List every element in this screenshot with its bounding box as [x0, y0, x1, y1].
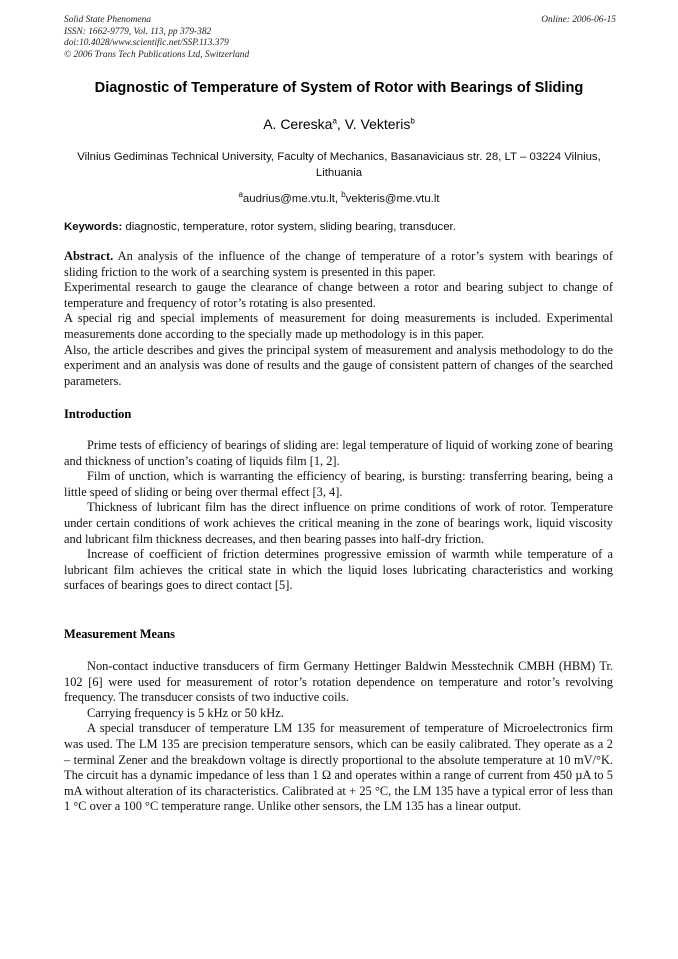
body-paragraph: Prime tests of efficiency of bearings of sliding are: legal temperature of liquid of working zone of bearing and thickness of unction’s coating of liquids film [1, 2].	[64, 438, 613, 468]
keywords-text: diagnostic, temperature, rotor system, sliding bearing, transducer.	[122, 221, 456, 233]
online-date: Online: 2006-06-15	[541, 15, 616, 25]
author-1: A. Cereska	[263, 116, 333, 132]
abstract-paragraph	[64, 249, 613, 280]
keywords	[64, 221, 616, 233]
journal-name: Solid State Phenomena	[64, 15, 151, 25]
keywords-label: Keywords:	[64, 221, 123, 233]
body-paragraph: Non-contact inductive transducers of firm Germany Hettinger Baldwin Messtechnik CMBH (HBM) Tr. 102 [6] were used for measurement of rotor’s rotation dependence on temperature and rotor’s revolving frequency. The transducer consists of two inductive coils.	[64, 659, 613, 705]
section-heading-introduction: Introduction	[64, 407, 132, 421]
body-paragraph: Increase of coefficient of friction determines progressive emission of warmth while temperature of a lubricant film achieves the critical state in which the liquid loses lubricating characteristics and working surfaces of bearings goes to direct contact [5].	[64, 547, 613, 593]
abstract-label: Abstract.	[64, 249, 114, 263]
email-a-link[interactable]: audrius@me.vtu.lt,	[242, 193, 342, 205]
email-a-mark: a	[238, 190, 243, 200]
email-line	[40, 190, 638, 205]
author-1-mark: a	[332, 116, 337, 126]
section-heading-measurement: Measurement Means	[64, 627, 175, 641]
author-2: V. Vekteris	[344, 116, 411, 132]
author-2-mark: b	[410, 116, 415, 126]
introduction-section	[64, 438, 613, 594]
affiliation: Vilnius Gediminas Technical University, Faculty of Mechanics, Basanaviciaus str. 28, LT – 03224 Vilnius, Lithuania	[77, 151, 601, 179]
issn-line: ISSN: 1662-9779, Vol. 113, pp 379-382	[64, 26, 212, 37]
body-paragraph: Thickness of lubricant film has the direct influence on prime conditions of work of rotor. Temperature under certain conditions of work achieves the critical meaning in the zone of bearings work, liquid viscosity and lubricant film thickness decreases, and then bearing passes into half-dry friction.	[64, 500, 613, 546]
body-paragraph: Film of unction, which is warranting the efficiency of bearing, is bursting: transferring bearing, being a little speed of sliding or being over thermal effect [3, 4].	[64, 469, 613, 499]
body-paragraph: A special transducer of temperature LM 135 for measurement of temperature of Microelectronics firm was used. The LM 135 are precision temperature sensors, which can be easily calibrated. They operate as a 2 – terminal Zener and the breakdown voltage is directly proportional to the absolute temperature at 10 mV/°K. The circuit has a dynamic impedance of less than 1 Ω and operates within a range of current from 450 µA to 5 mA without alteration of its characteristics. Calibrated at + 25 °C, the LM 135 have a typical error of less than 1 °C over a 100 °C temperature range. Unlike other sensors, the LM 135 has a linear output.	[64, 721, 613, 814]
author-line	[40, 116, 638, 132]
measurement-section	[64, 659, 613, 815]
doi-line: doi:10.4028/www.scientific.net/SSP.113.379	[64, 38, 229, 48]
journal-header	[64, 15, 616, 61]
email-b-link[interactable]: vekteris@me.vtu.lt	[345, 193, 440, 205]
abstract-paragraph: Experimental research to gauge the clearance of change between a rotor and bearing subject to change of temperature and frequency of rotor’s rotating is also presented.	[64, 280, 613, 310]
author-separator: ,	[336, 116, 345, 132]
body-paragraph: Carrying frequency is 5 kHz or 50 kHz.	[87, 705, 284, 720]
abstract	[64, 249, 613, 389]
email-b-mark: b	[341, 190, 346, 200]
copyright-line: © 2006 Trans Tech Publications Ltd, Switzerland	[64, 49, 250, 60]
abstract-paragraph: Also, the article describes and gives the principal system of measurement and analysis methodology to do the experiment and an analysis was done of results and the gauge of consistent pattern of changes of the searched parameters.	[64, 342, 613, 388]
abstract-text-1: An analysis of the influence of the change of temperature of a rotor’s system with bearings of sliding friction to the work of a searching system is presented in this paper.	[64, 249, 613, 279]
abstract-paragraph: A special rig and special implements of measurement for doing measurements is included. Experimental measurements done according to the specially made up methodology is in this paper.	[64, 311, 613, 341]
paper-title: Diagnostic of Temperature of System of Rotor with Bearings of Sliding	[94, 80, 584, 96]
